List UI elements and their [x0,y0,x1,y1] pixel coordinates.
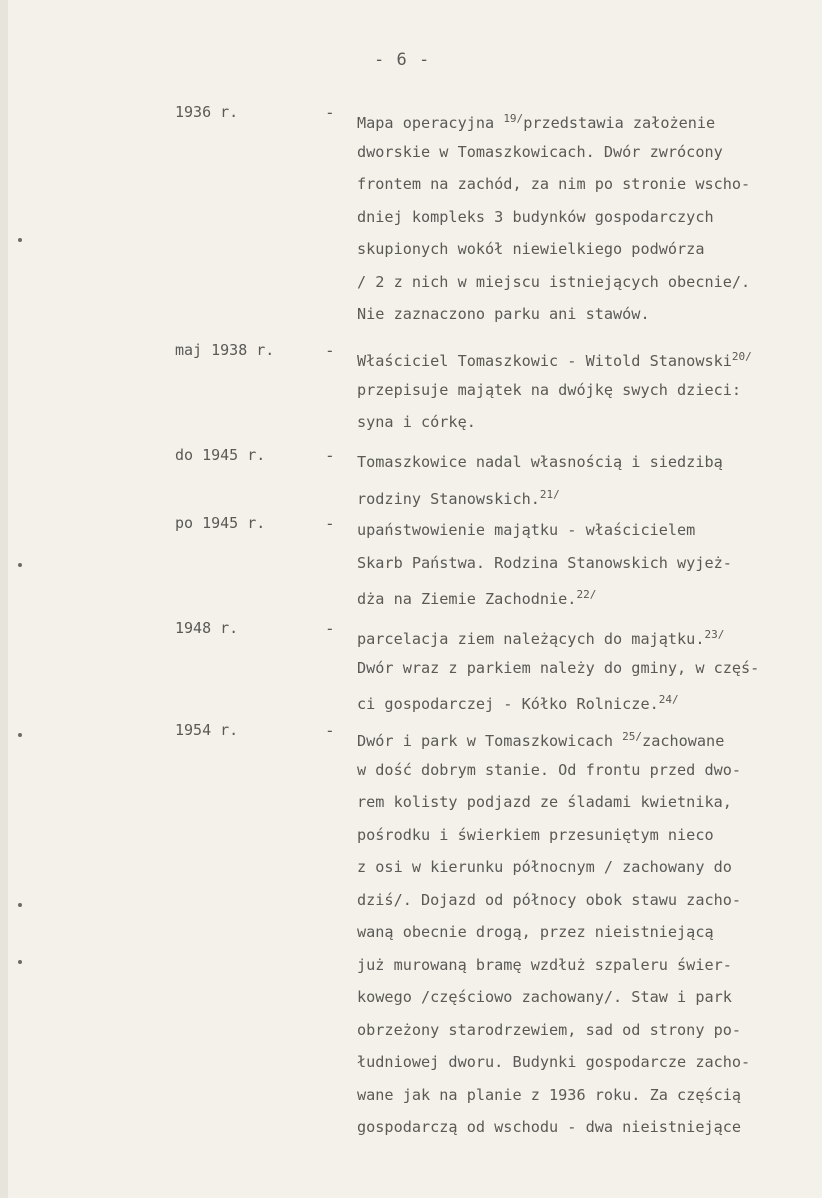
entry-dash: - [325,446,335,465]
text-line: pośrodku i świerkiem przesuniętym nieco [357,825,714,844]
text-line: ci gospodarczej - Kółko Rolnicze.$^{24/}$ [357,693,679,713]
entry-text [357,446,822,511]
entry-dash: - [325,514,335,533]
binding-dot [18,960,22,964]
text-line: skupionych wokół niewielkiego podwórza [357,240,705,258]
entry-date: po 1945 r. [175,514,266,532]
text-line: już murowaną bramę wzdłuż szpaleru świer- [357,955,732,974]
entry-dash: - [325,721,335,740]
entry-date: do 1945 r. [175,446,266,464]
text-line: waną obecnie drogą, przez nieistniejącą [357,923,714,941]
text-line: Dwór i park w Tomaszkowicach $^{25/}$zachowane [357,730,725,750]
footnote-ref: 25/ [622,730,643,743]
text-line: łudniowej dworu. Budynki gospodarcze zacho- [357,1053,751,1071]
entry-text [357,619,822,717]
text-line: Właściciel Tomaszkowic - Witold Stanowski$^{20/}$ [357,350,752,370]
text-line: dża na Ziemie Zachodnie.$^{22/}$ [357,588,597,608]
text-line: frontem na zachód, za nim po stronie wscho- [357,175,751,193]
page-number: - 6 - [374,50,431,70]
text-line: rem kolisty podjazd ze śladami kwietnika, [357,793,732,811]
entry-text [357,721,822,1144]
text-line: Nie zaznaczono parku ani stawów. [357,305,650,323]
text-line: w dość dobrym stanie. Od frontu przed dwo- [357,760,742,779]
left-margin-shadow [0,0,8,1198]
text-line: Skarb Państwa. Rodzina Stanowskich wyjeż- [357,553,732,572]
entry-date: 1954 r. [175,721,239,739]
text-line: upaństwowienie majątku - właścicielem [357,521,696,539]
text-line: obrzeżony starodrzewiem, sad od strony po- [357,1020,742,1039]
text-line: Mapa operacyjna $^{19/}$przedstawia założenie [357,112,716,132]
binding-dot [18,903,22,907]
text-line: przepisuje majątek na dwójkę swych dzieci: [357,380,742,399]
text-line: dziś/. Dojazd od północy obok stawu zacho- [357,890,742,909]
text-line: rodziny Stanowskich.$^{21/}$ [357,487,560,508]
footnote-ref: 24/ [658,693,679,706]
footnote-ref: 20/ [731,350,752,363]
entry-date: 1936 r. [175,103,239,121]
entry-dash: - [325,619,335,638]
entry-text [357,341,822,439]
text-line: dworskie w Tomaszkowicach. Dwór zwrócony [357,142,723,161]
text-line: Dwór wraz z parkiem należy do gminy, w częś- [357,658,760,677]
text-line: syna i córkę. [357,413,476,431]
binding-dot [18,733,22,737]
footnote-ref: 23/ [704,628,725,641]
entry-text [357,514,822,612]
text-line: dniej kompleks 3 budynków gospodarczych [357,207,714,226]
text-line: / 2 z nich w miejscu istniejących obecnie/. [357,272,751,291]
text-line: wane jak na planie z 1936 roku. Za częścią [357,1085,742,1104]
footnote-ref: 22/ [576,588,597,601]
footnote-ref: 19/ [503,112,524,125]
text-line: kowego /częściowo zachowany/. Staw i park [357,988,732,1006]
entry-date: 1948 r. [175,619,239,637]
entry-dash: - [325,103,335,122]
text-line: parcelacja ziem należących do majątku.$^{23/}$ [357,628,725,648]
footnote-ref: 21/ [539,487,560,501]
binding-dot [18,563,22,567]
entry-dash: - [325,341,335,360]
text-line: z osi w kierunku północnym / zachowany do [357,858,732,876]
text-line: gospodarczą od wschodu - dwa nieistniejące [357,1118,742,1136]
entry-date: maj 1938 r. [175,341,275,359]
text-line: Tomaszkowice nadal własnością i siedzibą [357,453,723,471]
binding-dot [18,238,22,242]
entry-text [357,103,822,331]
